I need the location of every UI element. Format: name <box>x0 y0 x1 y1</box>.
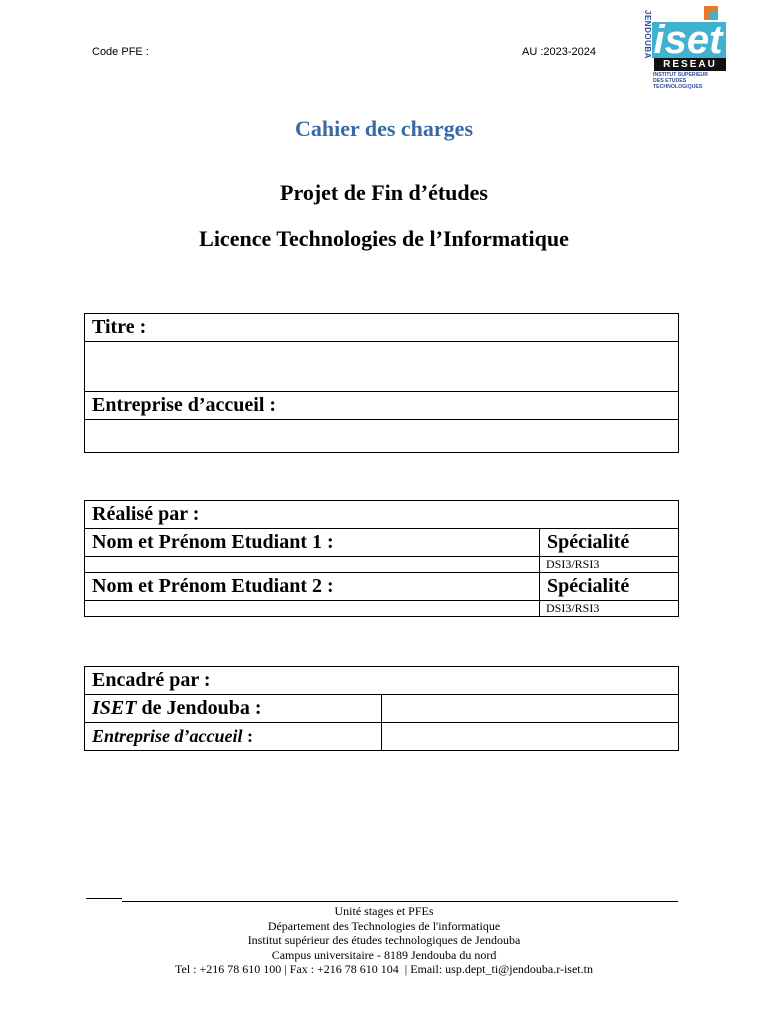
footer-divider <box>122 901 678 902</box>
student2-label: Nom et Prénom Etudiant 2 : <box>85 573 540 601</box>
iset-supervisor-label: ISET de Jendouba : <box>85 695 382 723</box>
titre-label: Titre : <box>85 314 679 342</box>
logo-vertical-text: JENDOUBA <box>643 10 652 59</box>
academic-year: AU :2023-2024 <box>522 46 596 58</box>
iset-logo-mark <box>652 6 726 58</box>
code-pfe-label: Code PFE : <box>92 46 149 58</box>
footer-line: Département des Technologies de l'informatique <box>267 918 501 933</box>
footer <box>0 904 768 977</box>
titre-field[interactable] <box>85 342 679 392</box>
footer-divider-short <box>86 898 122 899</box>
entreprise-field[interactable] <box>85 420 679 453</box>
company-supervisor-field[interactable] <box>382 723 679 751</box>
student2-speciality-options[interactable]: DSI3/RSI3 <box>540 601 679 617</box>
student2-name-field[interactable] <box>85 601 540 617</box>
student2-speciality-label: Spécialité <box>540 573 679 601</box>
iset-logo <box>640 4 728 96</box>
students-table <box>84 500 679 617</box>
footer-line: Institut supérieur des études technologiques de Jendouba <box>247 933 521 947</box>
project-subtitle: Projet de Fin d’études <box>280 180 488 205</box>
licence-subtitle: Licence Technologies de l’Informatique <box>199 226 569 251</box>
footer-line: Unité stages et PFEs <box>334 904 434 918</box>
supervisors-table <box>84 666 679 751</box>
logo-main-text: iset <box>653 18 723 58</box>
footer-line: Campus universitaire - 8189 Jendouba du nord <box>271 947 497 962</box>
footer-line: Tel : +216 78 610 100 | Fax : +216 78 610 104 | Email: usp.dept_ti@jendouba.r-iset.tn <box>175 962 593 976</box>
student1-label: Nom et Prénom Etudiant 1 : <box>85 529 540 557</box>
company-supervisor-label: Entreprise d’accueil : <box>85 723 382 751</box>
realise-par-label: Réalisé par : <box>85 501 679 529</box>
iset-supervisor-field[interactable] <box>382 695 679 723</box>
document-title: Cahier des charges <box>294 116 474 141</box>
entreprise-label: Entreprise d’accueil : <box>85 392 679 420</box>
student1-speciality-label: Spécialité <box>540 529 679 557</box>
project-info-table <box>84 313 679 453</box>
encadre-par-label: Encadré par : <box>85 667 679 695</box>
student1-name-field[interactable] <box>85 557 540 573</box>
logo-institute-text: INSTITUT SUPERIEUR DES ETUDES TECHNOLOGIQUES <box>653 72 709 90</box>
logo-band: RESEAU <box>654 58 726 71</box>
student1-speciality-options[interactable]: DSI3/RSI3 <box>540 557 679 573</box>
